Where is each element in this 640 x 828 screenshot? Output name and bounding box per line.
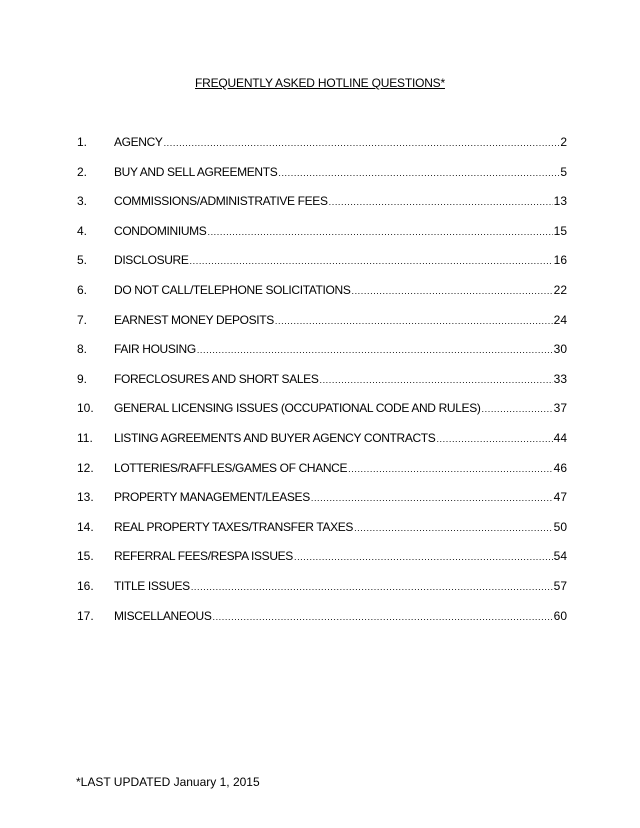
last-updated-footnote: *LAST UPDATED January 1, 2015 [76, 775, 260, 789]
toc-number: 4. [77, 223, 88, 238]
toc-label[interactable]: AGENCY [114, 135, 163, 149]
toc-label[interactable]: REFERRAL FEES/RESPA ISSUES [114, 549, 293, 564]
toc-page-number: 15 [553, 223, 567, 238]
toc-page-number: 24 [553, 312, 567, 327]
table-of-contents [0, 129, 640, 632]
toc-number: 11. [77, 430, 93, 445]
toc-page-number: 47 [553, 490, 567, 505]
dot-leader [164, 138, 560, 148]
toc-label[interactable]: MISCELLANEOUS [114, 608, 212, 623]
dot-leader [354, 523, 553, 533]
toc-label[interactable]: BUY AND SELL AGREEMENTS [114, 164, 278, 179]
toc-number: 12. [77, 460, 94, 475]
toc-label[interactable]: FAIR HOUSING [114, 342, 196, 357]
toc-label[interactable]: FORECLOSURES AND SHORT SALES [114, 371, 319, 386]
toc-entry[interactable] [114, 401, 567, 415]
toc-entry[interactable] [114, 253, 567, 267]
dot-leader [319, 375, 552, 385]
toc-row[interactable] [0, 484, 640, 514]
toc-page-number: 37 [553, 401, 567, 416]
toc-label[interactable]: LOTTERIES/RAFFLES/GAMES OF CHANCE [114, 460, 348, 475]
toc-label[interactable]: DISCLOSURE [114, 253, 189, 268]
toc-row[interactable] [0, 366, 640, 396]
toc-entry[interactable] [114, 490, 567, 504]
toc-label[interactable]: CONDOMINIUMS [114, 223, 207, 238]
toc-row[interactable] [0, 129, 640, 159]
toc-number: 3. [77, 194, 88, 209]
toc-row[interactable] [0, 603, 640, 633]
dot-leader [207, 227, 552, 237]
toc-page-number: 50 [553, 519, 567, 534]
toc-page-number: 60 [553, 608, 567, 623]
toc-row[interactable] [0, 543, 640, 573]
toc-number: 13. [77, 490, 94, 505]
toc-number: 14. [77, 519, 94, 534]
toc-entry[interactable] [114, 372, 567, 386]
toc-page-number: 5 [560, 164, 567, 179]
toc-entry[interactable] [114, 461, 567, 475]
toc-number: 6. [77, 282, 88, 297]
toc-number: 9. [77, 371, 88, 386]
toc-entry[interactable] [114, 283, 567, 297]
toc-row[interactable] [0, 425, 640, 455]
toc-label[interactable]: GENERAL LICENSING ISSUES (OCCUPATIONAL CODE AND RULES) [114, 401, 481, 416]
dot-leader [275, 316, 553, 326]
toc-number: 15. [77, 549, 94, 564]
toc-entry[interactable] [114, 194, 567, 208]
dot-leader [278, 168, 559, 178]
page-title: FREQUENTLY ASKED HOTLINE QUESTIONS* [195, 76, 445, 90]
toc-entry[interactable] [114, 342, 567, 356]
toc-entry[interactable] [114, 165, 567, 179]
toc-page-number: 13 [553, 194, 567, 209]
toc-number: 5. [77, 253, 88, 268]
dot-leader [190, 256, 553, 266]
dot-leader [482, 404, 553, 414]
toc-entry[interactable] [114, 520, 567, 534]
toc-row[interactable] [0, 573, 640, 603]
toc-page-number: 2 [560, 135, 567, 149]
dot-leader [197, 345, 553, 355]
toc-row[interactable] [0, 514, 640, 544]
toc-row[interactable] [0, 395, 640, 425]
toc-label[interactable]: DO NOT CALL/TELEPHONE SOLICITATIONS [114, 282, 351, 297]
toc-page-number: 46 [553, 460, 567, 475]
toc-row[interactable] [0, 277, 640, 307]
toc-number: 7. [77, 312, 88, 327]
toc-number: 17. [77, 608, 94, 623]
toc-entry[interactable] [114, 549, 567, 563]
toc-label[interactable]: COMMISSIONS/ADMINISTRATIVE FEES [114, 194, 328, 209]
toc-entry[interactable] [114, 135, 567, 149]
toc-label[interactable]: EARNEST MONEY DEPOSITS [114, 312, 274, 327]
toc-entry[interactable] [114, 313, 567, 327]
toc-row[interactable] [0, 336, 640, 366]
dot-leader [351, 286, 552, 296]
toc-label[interactable]: TITLE ISSUES [114, 578, 190, 593]
toc-row[interactable] [0, 247, 640, 277]
toc-page-number: 22 [553, 282, 567, 297]
toc-page-number: 44 [553, 430, 567, 445]
toc-page-number: 16 [553, 253, 567, 268]
toc-number: 10. [77, 401, 94, 416]
toc-page-number: 57 [553, 578, 567, 593]
toc-row[interactable] [0, 188, 640, 218]
toc-row[interactable] [0, 455, 640, 485]
toc-row[interactable] [0, 218, 640, 248]
dot-leader [191, 582, 553, 592]
dot-leader [436, 434, 552, 444]
toc-row[interactable] [0, 307, 640, 337]
toc-number: 8. [77, 342, 88, 357]
toc-page-number: 30 [553, 342, 567, 357]
toc-number: 1. [77, 135, 88, 149]
toc-page-number: 33 [553, 371, 567, 386]
toc-entry[interactable] [114, 431, 567, 445]
toc-page-number: 54 [553, 549, 567, 564]
toc-entry[interactable] [114, 609, 567, 623]
toc-row[interactable] [0, 159, 640, 189]
dot-leader [329, 197, 553, 207]
toc-label[interactable]: PROPERTY MANAGEMENT/LEASES [114, 490, 310, 505]
toc-number: 2. [77, 164, 88, 179]
dot-leader [348, 464, 552, 474]
toc-number: 16. [77, 578, 94, 593]
toc-label[interactable]: LISTING AGREEMENTS AND BUYER AGENCY CONTRACTS [114, 430, 436, 445]
dot-leader [311, 493, 553, 503]
toc-entry[interactable] [114, 579, 567, 593]
dot-leader [212, 612, 552, 622]
toc-entry[interactable] [114, 224, 567, 238]
dot-leader [294, 552, 553, 562]
toc-label[interactable]: REAL PROPERTY TAXES/TRANSFER TAXES [114, 519, 354, 534]
